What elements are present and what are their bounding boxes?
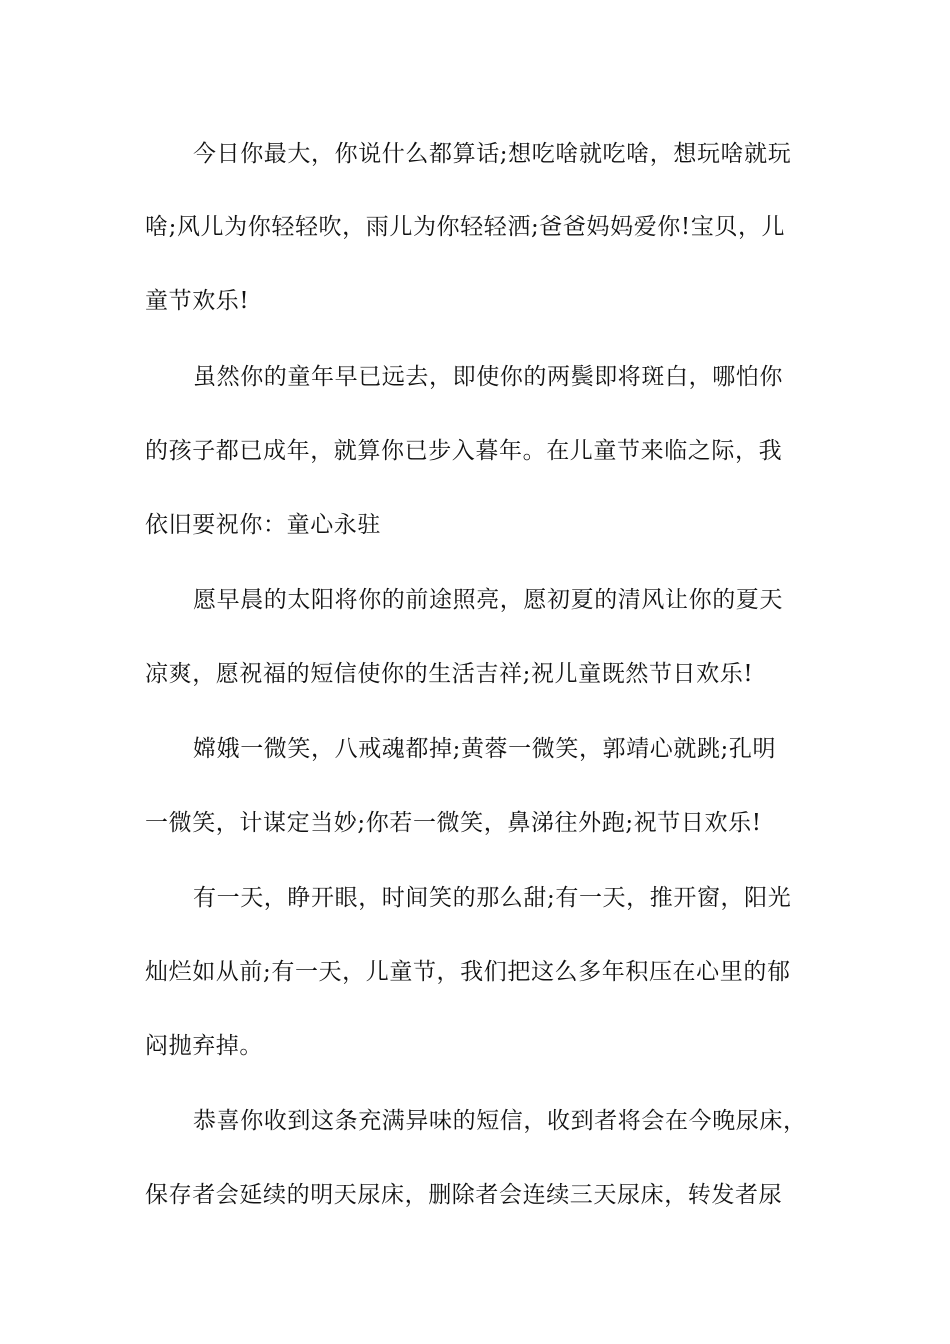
text-line: 依旧要祝你：童心永驻: [145, 512, 381, 538]
text-line: 恭喜你收到这条充满异味的短信，收到者将会在今晚尿床，: [193, 1108, 807, 1134]
text-line: 今日你最大，你说什么都算话;想吃啥就吃啥，想玩啥就玩: [193, 141, 792, 167]
text-line: 愿早晨的太阳将你的前途照亮，愿初夏的清风让你的夏天: [193, 587, 783, 613]
text-line: 闷抛弃掉。: [145, 1033, 263, 1059]
text-line: 童节欢乐!: [145, 288, 250, 314]
text-line: 保存者会延续的明天尿床，删除者会连续三天尿床，转发者尿: [145, 1182, 783, 1208]
text-line: 一微笑，计谋定当妙;你若一微笑，鼻涕往外跑;祝节日欢乐!: [145, 810, 762, 836]
text-line: 啥;风儿为你轻轻吹，雨儿为你轻轻洒;爸爸妈妈爱你!宝贝，儿: [145, 214, 786, 240]
text-line: 的孩子都已成年，就算你已步入暮年。在儿童节来临之际，我: [145, 438, 783, 464]
text-line: 凉爽，愿祝福的短信使你的生活吉祥;祝儿童既然节日欢乐!: [145, 661, 754, 687]
text-line: 虽然你的童年早已远去，即使你的两鬓即将斑白，哪怕你: [193, 364, 783, 390]
text-line: 有一天，睁开眼，时间笑的那么甜;有一天，推开窗，阳光: [193, 885, 792, 911]
text-line: 嫦娥一微笑，八戒魂都掉;黄蓉一微笑，郭靖心就跳;孔明: [193, 736, 777, 762]
text-line: 灿烂如从前;有一天，儿童节，我们把这么多年积压在心里的郁: [145, 959, 791, 985]
